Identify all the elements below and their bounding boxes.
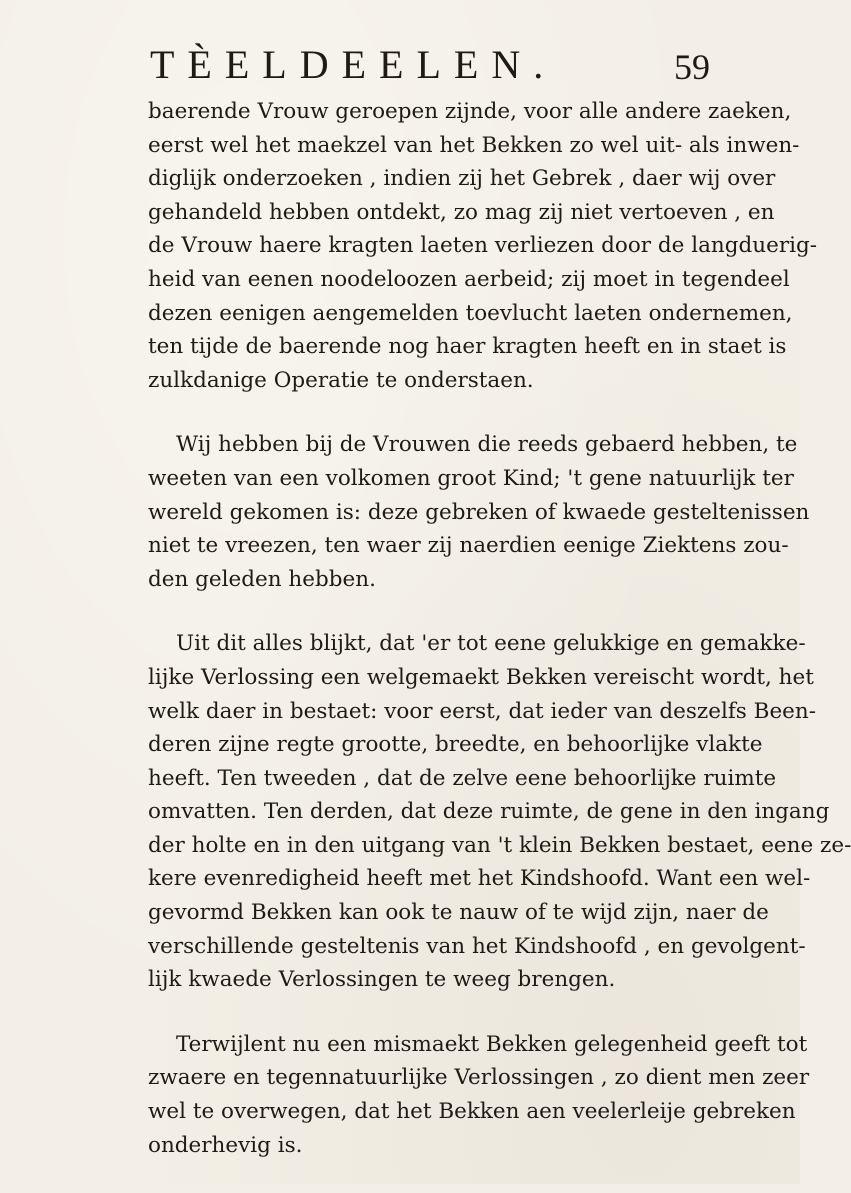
text-line: Terwijlent nu een mismaekt Bekken gelegenheid geeft tot xyxy=(176,1031,808,1057)
text-line: onderhevig is. xyxy=(148,1132,303,1158)
paragraph-1 xyxy=(148,95,818,397)
text-line: den geleden hebben. xyxy=(148,566,376,592)
text-line: lijk kwaede Verlossingen te weeg brengen. xyxy=(148,967,616,993)
text-line: gehandeld hebben ontdekt, zo mag zij niet vertoeven , en xyxy=(148,199,775,225)
text-line: heid van eenen noodeloozen aerbeid; zij moet in tegendeel xyxy=(148,266,790,292)
text-line: kere evenredigheid heeft met het Kindshoofd. Want een wel- xyxy=(148,866,811,892)
body-text xyxy=(148,95,851,1193)
text-line: baerende Vrouw geroepen zijnde, voor alle andere zaeken, xyxy=(148,99,792,124)
text-line: diglijk onderzoeken , indien zij het Gebrek , daer wij over xyxy=(148,166,776,192)
text-line: lijke Verlossing een welgemaekt Bekken vereischt wordt, het xyxy=(148,664,814,690)
text-line: deren zijne regte grootte, breedte, en behoorlijke vlakte xyxy=(148,732,763,758)
text-line: Wij hebben bij de Vrouwen die reeds gebaerd hebben, te xyxy=(176,432,798,458)
text-line: Uit dit alles blijkt, dat 'er tot eene gelukkige en gemakke- xyxy=(176,631,806,657)
paragraph-4 xyxy=(148,1028,810,1162)
text-line: zwaere en tegennatuurlijke Verlossingen , zo dient men zeer xyxy=(148,1065,810,1091)
text-line: de Vrouw haere kragten laeten verliezen door de langduerig- xyxy=(148,233,818,259)
text-line: gevormd Bekken kan ook te nauw of te wijd zijn, naer de xyxy=(148,900,769,926)
text-line: wereld gekomen is: deze gebreken of kwaede gesteltenissen xyxy=(148,499,810,525)
text-line: der holte en in den uitgang van 't klein Bekken bestaet, eene ze- xyxy=(148,832,851,858)
text-line: welk daer in bestaet: voor eerst, dat ieder van deszelfs Been- xyxy=(148,698,817,724)
text-line: dezen eenigen aengemelden toevlucht laeten ondernemen, xyxy=(148,300,793,326)
page-number: 59 xyxy=(674,47,710,87)
paragraph-3 xyxy=(148,627,851,997)
paragraph-2 xyxy=(148,428,810,596)
text-line: omvatten. Ten derden, dat deze ruimte, de gene in den ingang xyxy=(148,799,830,825)
text-line: weeten van een volkomen groot Kind; 't gene natuurlijk ter xyxy=(148,465,794,491)
text-line: verschillende gesteltenis van het Kindshoofd , en gevolgent- xyxy=(148,933,806,959)
text-line: zulkdanige Operatie te onderstaen. xyxy=(148,367,534,393)
text-line: heeft. Ten tweeden , dat de zelve eene behoorlijke ruimte xyxy=(148,765,777,791)
running-head xyxy=(150,40,710,90)
text-line: niet te vreezen, ten waer zij naerdien eenige Ziektens zou- xyxy=(148,533,789,559)
text-line: ten tijde de baerende nog haer kragten heeft en in staet is xyxy=(148,334,787,360)
running-title: TÈELDEELEN. xyxy=(150,42,557,87)
text-line: eerst wel het maekzel van het Bekken zo wel uit- als inwen- xyxy=(148,132,800,158)
text-line: wel te overwegen, dat het Bekken aen veelerleije gebreken xyxy=(148,1099,796,1125)
